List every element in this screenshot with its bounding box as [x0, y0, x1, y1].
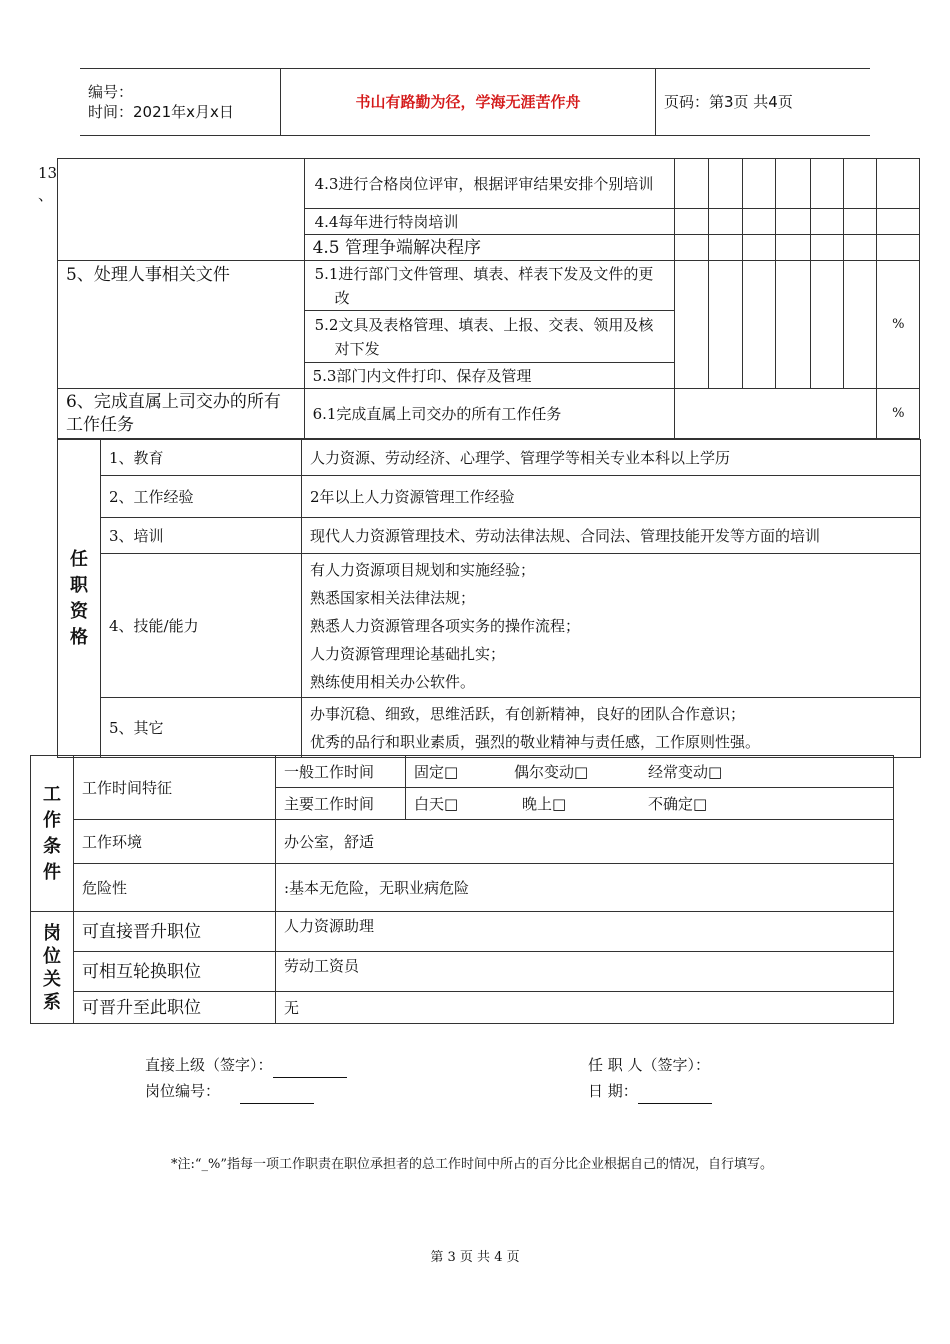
qualification-name: 2、工作经验	[101, 476, 302, 518]
qualifications-table	[57, 439, 921, 758]
duty-item: 5.3部门内文件打印、保存及管理	[304, 363, 675, 389]
qualification-name: 4、技能/能力	[101, 554, 302, 698]
relation-value: 无	[276, 992, 894, 1024]
other-line: 办事沉稳、细致，思维活跃，有创新精神，良好的团队合作意识；	[310, 704, 746, 723]
holder-label: 任 职 人（签字）：	[588, 1056, 711, 1074]
relations-table	[30, 911, 894, 1024]
duty-item: 4.5 管理争端解决程序	[304, 235, 675, 261]
option-occasional[interactable]: 偶尔变动□	[514, 762, 589, 781]
conditions-label: 工作条件	[43, 783, 61, 883]
supervisor-label: 直接上级（签字）：	[145, 1056, 273, 1074]
duty-item: 4.3进行合格岗位评审，根据评审结果安排个别培训	[304, 159, 675, 209]
duty-item: 6.1完成直属上司交办的所有工作任务	[304, 389, 675, 439]
margin-number: 13	[38, 164, 58, 182]
qualifications-label: 任职资格	[70, 548, 88, 648]
duty-6-title: 6、完成直属上司交办的所有工作任务	[58, 389, 305, 439]
option-day[interactable]: 白天□	[414, 794, 459, 813]
margin-marker	[38, 162, 57, 206]
relation-name: 可直接晋升职位	[74, 912, 276, 952]
page-label: 页码：第3页 共4页	[656, 69, 871, 136]
risk-label: 危险性	[74, 864, 276, 912]
duty-6-percent: %	[877, 389, 920, 439]
qualification-value: 现代人力资源管理技术、劳动法律法规、合同法、管理技能开发等方面的培训	[302, 518, 921, 554]
skill-line: 有人力资源项目规划和实施经验；	[310, 560, 536, 579]
main-time-label: 主要工作时间	[276, 788, 406, 820]
post-no-line[interactable]	[240, 1089, 314, 1104]
qualification-value	[302, 698, 921, 758]
date-label: 日 期：	[588, 1082, 638, 1100]
risk-value: :基本无危险，无职业病危险	[276, 864, 894, 912]
post-no-label: 岗位编号：	[145, 1082, 221, 1100]
qualification-value	[302, 554, 921, 698]
conditions-table	[30, 755, 894, 912]
date-line[interactable]	[638, 1089, 712, 1104]
supervisor-signature-line[interactable]	[273, 1063, 347, 1078]
main-time-options	[406, 788, 894, 820]
skill-line: 熟练使用相关办公软件。	[310, 672, 476, 691]
footnote: *注:“_%”指每一项工作职责在职位承担者的总工作时间中所占的百分比企业根据自己的情况，自行填写。	[171, 1157, 774, 1172]
other-line: 优秀的品行和职业素质，强烈的敬业精神与责任感，工作原则性强。	[310, 732, 761, 751]
duty-item: 5.2文具及表格管理、填表、上报、交表、领用及核对下发	[304, 311, 675, 363]
relation-value: 劳动工资员	[276, 952, 894, 992]
duty-item: 4.4每年进行特岗培训	[304, 209, 675, 235]
env-value: 办公室，舒适	[276, 820, 894, 864]
general-time-label: 一般工作时间	[276, 756, 406, 788]
skill-line: 熟悉人力资源管理各项实务的操作流程；	[310, 616, 581, 635]
env-label: 工作环境	[74, 820, 276, 864]
motto: 书山有路勤为径，学海无涯苦作舟	[281, 69, 656, 136]
signature-right	[588, 1052, 712, 1104]
general-time-options	[406, 756, 894, 788]
duty-5-title: 5、处理人事相关文件	[58, 261, 305, 389]
qualification-name: 5、其它	[101, 698, 302, 758]
relations-label: 岗位关系	[43, 922, 61, 1013]
option-fixed[interactable]: 固定□	[414, 762, 459, 781]
qualification-name: 1、教育	[101, 440, 302, 476]
relation-value: 人力资源助理	[276, 912, 894, 952]
option-night[interactable]: 晚上□	[522, 794, 567, 813]
time-feature-label: 工作时间特征	[74, 756, 276, 820]
qualification-value: 2年以上人力资源管理工作经验	[302, 476, 921, 518]
skill-line: 人力资源管理理论基础扎实；	[310, 644, 506, 663]
signature-left	[145, 1052, 347, 1104]
page-footer: 第 3 页 共 4 页	[430, 1250, 520, 1265]
qualification-name: 3、培训	[101, 518, 302, 554]
skill-line: 熟悉国家相关法律法规；	[310, 588, 476, 607]
margin-separator: 、	[38, 186, 54, 204]
duties-table	[57, 158, 920, 439]
option-frequent[interactable]: 经常变动□	[648, 762, 723, 781]
duty-item: 5.1进行部门文件管理、填表、样表下发及文件的更改	[304, 261, 675, 311]
time-label: 时间：2021年x月x日	[88, 103, 234, 121]
document-header	[80, 68, 870, 136]
number-label: 编号：	[88, 83, 134, 101]
relation-name: 可相互轮换职位	[74, 952, 276, 992]
qualification-value: 人力资源、劳动经济、心理学、管理学等相关专业本科以上学历	[302, 440, 921, 476]
relation-name: 可晋升至此职位	[74, 992, 276, 1024]
duty-5-percent: %	[877, 261, 920, 389]
option-uncertain[interactable]: 不确定□	[648, 794, 708, 813]
